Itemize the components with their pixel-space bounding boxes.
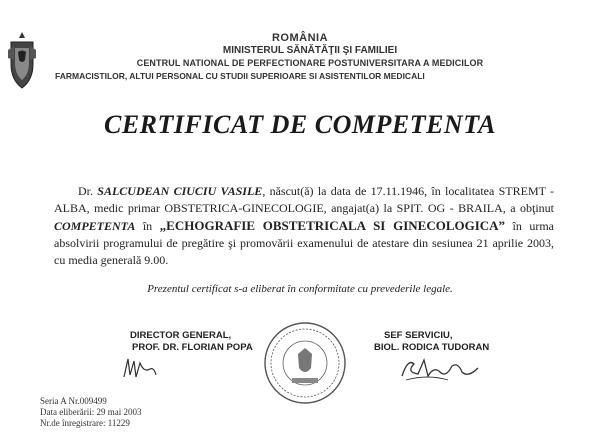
- body-paragraph: [54, 183, 554, 269]
- director-signature-icon: [120, 355, 160, 383]
- service-chief-name: BIOL. RODICA TUDORAN: [374, 342, 490, 353]
- serial-number: Seria A Nr.009499: [40, 396, 107, 406]
- certificate-body: [54, 183, 554, 269]
- registry-number: Nr.de înregistrare: 11229: [40, 418, 130, 428]
- certificate-meta: [40, 396, 141, 429]
- service-chief-title: SEF SERVICIU,: [384, 330, 453, 341]
- body-prefix: Dr.: [78, 184, 93, 198]
- director-name: PROF. DR. FLORIAN POPA: [132, 342, 253, 353]
- competence-label: COMPETENTA: [54, 219, 136, 233]
- director-signature-block: [120, 330, 270, 354]
- header-center-continued: FARMACISTILOR, ALTUI PERSONAL CU STUDII SUPERIOARE SI ASISTENTILOR MEDICALI: [55, 71, 425, 81]
- recipient-name: SALCUDEAN CIUCIU VASILE: [97, 184, 263, 198]
- certificate-title: CERTIFICAT DE COMPETENTA: [104, 110, 496, 139]
- body-text-1: , născut(ă) la data de 17.11.1946, în localitatea STREMT - ALBA, medic primar OBSTETRICA-GINECOLOGIE, angajat(a) la SPIT. OG - BRAILA, a obţinut: [54, 184, 554, 215]
- director-title: DIRECTOR GENERAL,: [130, 330, 232, 341]
- header-ministry: MINISTERUL SĂNĂTĂŢII ŞI FAMILIEI: [222, 45, 398, 56]
- header-center: CENTRUL NATIONAL DE PERFECTIONARE POSTUNIVERSITARA A MEDICILOR: [136, 58, 484, 68]
- course-name: „ECHOGRAFIE OBSTETRICALA SI GINECOLOGICA”: [159, 218, 506, 233]
- legal-note: Prezentul certificat s-a eliberat în conformitate cu prevederile legale.: [147, 283, 453, 295]
- service-chief-signature-icon: [398, 352, 484, 384]
- body-text-2: în: [142, 219, 153, 233]
- service-chief-signature-block: [374, 330, 534, 354]
- body-text-3: în urma absolvirii programului de pregătire şi promovării examenului de atestare din sesiunea 21 aprilie 2003, cu media generală 9.00.: [54, 219, 555, 267]
- header-country: ROMÂNIA: [271, 32, 329, 44]
- official-stamp-icon: [262, 320, 348, 406]
- issue-date: Data eliberării: 29 mai 2003: [40, 407, 142, 417]
